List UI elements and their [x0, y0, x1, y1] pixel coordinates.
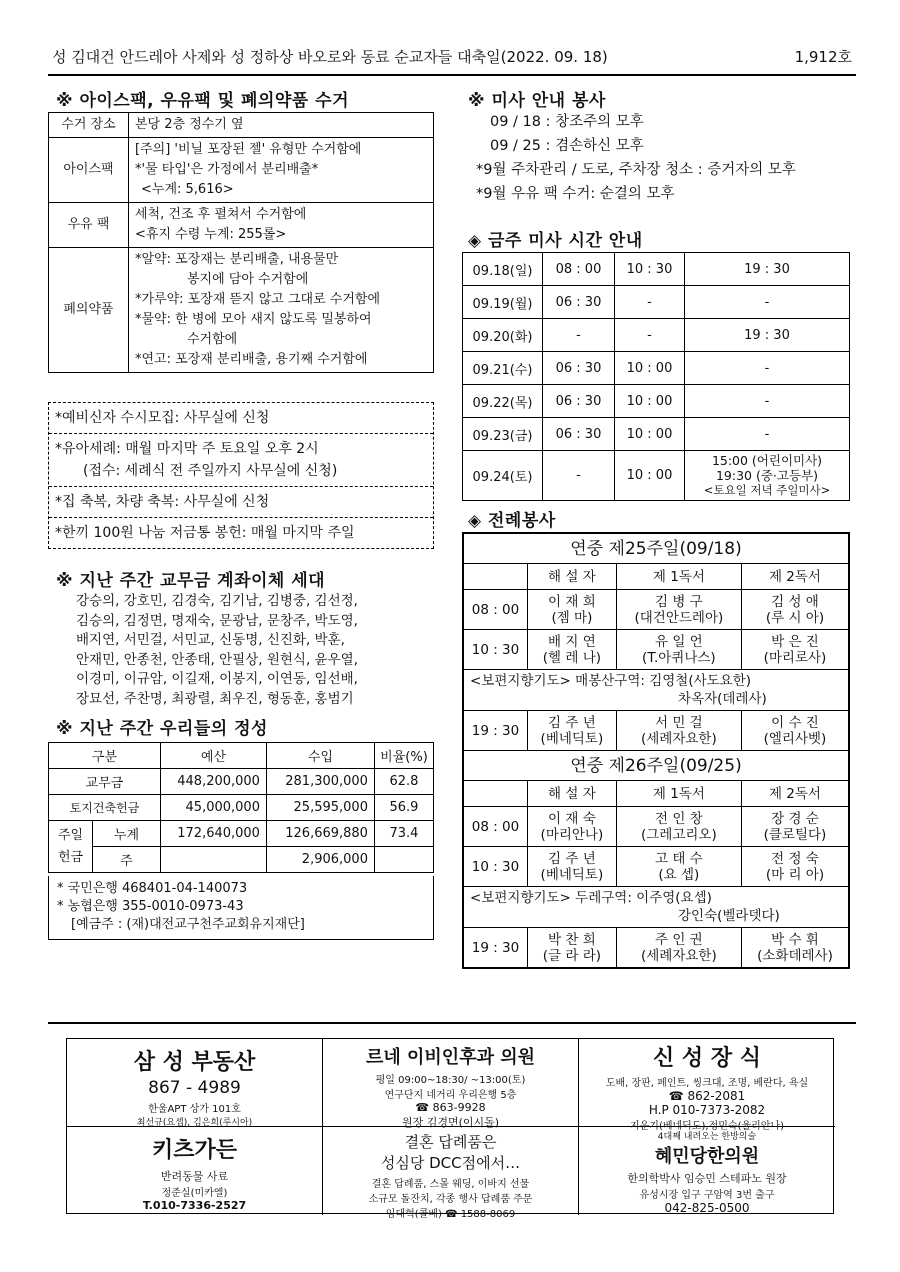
mass-times-heading: ◈ 금주 미사 시간 안내 [468, 231, 643, 251]
name-line: 김승의, 김정면, 명재숙, 문광남, 문창주, 박도영, [76, 612, 358, 629]
row-label: 교무금 [49, 769, 161, 795]
time-cell: - [615, 319, 685, 352]
name-line: 안재민, 안종천, 안종태, 안필상, 원현식, 윤우열, [76, 651, 358, 668]
table-row [463, 253, 850, 286]
column-header: 제 1독서 [616, 781, 741, 807]
notice-item [49, 403, 433, 434]
minister-name: 고 태 수 [655, 850, 703, 867]
offering-table [48, 742, 434, 873]
ads-section [66, 1038, 834, 1220]
date-cell: 09.19(월) [463, 286, 543, 319]
date-cell: 09.20(화) [463, 319, 543, 352]
row-content [129, 203, 434, 248]
time-cell: 08 : 00 [464, 590, 528, 630]
ad-line: 소규모 돌잔치, 각종 행사 답례품 주문 [368, 1194, 533, 1205]
offering-heading: ※ 지난 주간 우리들의 정성 [56, 719, 268, 739]
time-cell: - [685, 286, 850, 319]
time-cell: 19 : 30 [685, 319, 850, 352]
recycle-table [48, 112, 434, 373]
table-row [464, 928, 849, 968]
label-line: 헌금 [57, 849, 84, 865]
time-cell: 10 : 00 [615, 352, 685, 385]
income-cell: 2,906,000 [266, 847, 374, 873]
ad-line: 정준실(미카엘) [161, 1188, 228, 1199]
time-cell: - [543, 319, 615, 352]
row-line: *알약: 포장재는 분리배출, 내용물만 [135, 252, 339, 267]
table-row [464, 711, 849, 751]
minister-cell [528, 847, 617, 887]
time-cell: 10 : 00 [615, 418, 685, 451]
minister-cell [528, 928, 617, 968]
row-label: 우유 팩 [49, 203, 129, 248]
ad-line: 한울APT 상가 101호 [148, 1104, 241, 1115]
notice-line: *예비신자 수시모집: 사무실에 신청 [55, 410, 270, 426]
row-label: 폐의약품 [49, 248, 129, 373]
ad-real-estate [67, 1039, 323, 1127]
table-row [49, 847, 434, 873]
ad-line: 연구단지 네거리 우리은행 5층 [384, 1090, 517, 1101]
minister-name: 장 경 순 [771, 810, 819, 827]
minister-cell [528, 590, 617, 630]
liturgy-table [462, 532, 850, 969]
notice-item [49, 434, 433, 487]
transfer-name-list [76, 592, 436, 709]
note-line: <토요일 저녁 주일미사> [703, 483, 831, 497]
minister-baptismal: (T.아퀴나스) [642, 649, 716, 666]
service-line: 09 / 18 : 창조주의 모후 [490, 114, 644, 130]
minister-baptismal: (마리안나) [540, 826, 604, 843]
ad-line: ☎ 863-9928 [415, 1101, 486, 1114]
income-cell: 25,595,000 [266, 795, 374, 821]
table-row [463, 385, 850, 418]
table-row [464, 847, 849, 887]
notice-line: *집 축복, 차량 축복: 사무실에 신청 [55, 494, 270, 510]
ad-line: 임대혁(콜베) ☎ 1588-8069 [385, 1209, 516, 1220]
minister-baptismal: (클로틸다) [763, 826, 827, 843]
minister-cell [616, 928, 741, 968]
table-row [49, 113, 434, 138]
mass-service-list [476, 110, 796, 206]
table-row [49, 203, 434, 248]
date-cell: 09.23(금) [463, 418, 543, 451]
minister-name: 주 인 권 [655, 931, 703, 948]
time-cell: 10 : 00 [615, 451, 685, 501]
date-cell: 09.21(수) [463, 352, 543, 385]
ad-interior [579, 1039, 835, 1132]
issue-number: 1,912호 [794, 48, 852, 66]
ad-ent-clinic [323, 1039, 579, 1127]
row-line: [주의] '비닐 포장된 젤' 유형만 수거함에 [135, 142, 362, 157]
row-label: 아이스팩 [49, 138, 129, 203]
minister-cell [741, 590, 848, 630]
minister-cell [616, 807, 741, 847]
ad-oriental-clinic [579, 1127, 835, 1215]
prayer-cell [464, 887, 849, 928]
notice-line: *한끼 100원 나눔 저금통 봉헌: 매월 마지막 주일 [55, 525, 355, 541]
minister-baptismal: (대건안드레아) [634, 609, 724, 626]
minister-name: 이 수 진 [771, 714, 819, 731]
notice-item [49, 518, 433, 548]
table-row [464, 630, 849, 670]
minister-baptismal: (루 시 아) [765, 609, 825, 626]
name-line: 이경미, 이규암, 이길재, 이봉지, 이연동, 임선배, [76, 671, 358, 687]
page-header [48, 40, 856, 76]
row-line: *'물 타입'은 가정에서 분리배출* [135, 162, 319, 177]
saturday-note [685, 451, 850, 501]
ad-title: 신 성 장 식 [653, 1046, 761, 1071]
account-line: * 농협은행 355-0010-0973-43 [57, 899, 244, 914]
minister-name: 전 인 창 [655, 810, 703, 827]
row-content [129, 113, 434, 138]
note-line: 15:00 (어린이미사) [711, 453, 823, 468]
minister-baptismal: (세례자요한) [641, 947, 717, 964]
mass-times-table [462, 252, 850, 501]
ratio-cell: 73.4 [374, 821, 433, 847]
sunday-offering-label [49, 821, 93, 873]
row-line: *가루약: 포장재 뜯지 않고 그대로 수거함에 [135, 292, 381, 307]
blank-header [464, 781, 528, 807]
time-cell: 06 : 30 [543, 286, 615, 319]
ad-line: 반려동물 사료 [160, 1170, 229, 1183]
ad-title: 르네 이비인후과 의원 [365, 1047, 536, 1068]
date-cell: 09.22(목) [463, 385, 543, 418]
budget-cell: 172,640,000 [160, 821, 266, 847]
ad-line: 최선규(요셉), 김은희(루시아) [136, 1118, 253, 1128]
income-cell: 126,669,880 [266, 821, 374, 847]
row-line: <누계: 5,616> [141, 182, 234, 197]
time-cell: - [685, 385, 850, 418]
minister-cell [741, 630, 848, 670]
column-header: 제 1독서 [616, 564, 741, 590]
table-row [464, 887, 849, 928]
table-row [49, 795, 434, 821]
column-header: 수입 [266, 743, 374, 769]
service-line: *9월 우유 팩 수거: 순결의 모후 [476, 186, 675, 202]
ratio-cell [374, 847, 433, 873]
notice-box [48, 402, 434, 549]
notice-item [49, 487, 433, 518]
ad-line: 4대째 내려오는 한방의술 [657, 1132, 757, 1142]
table-header-row [464, 781, 849, 807]
time-cell: - [543, 451, 615, 501]
ad-line: 도배, 장판, 페인트, 씽크대, 조명, 베란다, 욕실 [605, 1078, 809, 1089]
mass-service-heading: ※ 미사 안내 봉사 [468, 91, 606, 111]
name-line: 장묘선, 주찬명, 최광렬, 최우진, 형동훈, 홍범기 [76, 690, 354, 707]
minister-baptismal: (마리로사) [763, 649, 827, 666]
row-line: <휴지 수령 누계: 255롤> [135, 227, 287, 242]
time-cell: 10 : 30 [464, 847, 528, 887]
ad-pet-shop [67, 1127, 323, 1215]
name-line: 배지연, 서민걸, 서민교, 신동명, 신진화, 박훈, [76, 632, 345, 648]
ads-divider [48, 1022, 856, 1024]
ad-line: 원장 김경면(이시돌) [401, 1116, 500, 1129]
table-header-row [49, 743, 434, 769]
minister-cell [616, 590, 741, 630]
budget-cell: 45,000,000 [160, 795, 266, 821]
label-line: 주일 [57, 827, 84, 843]
ad-line: 평일 09:00~18:30/ ~13:00(토) [375, 1075, 526, 1086]
ad-line: 유성시장 입구 구암역 3번 출구 [639, 1190, 775, 1201]
minister-name: 이 재 희 [548, 593, 596, 610]
row-line: 본당 2층 정수기 옆 [135, 117, 244, 132]
table-row [463, 319, 850, 352]
column-header: 예산 [160, 743, 266, 769]
ad-title: 결혼 답례품은 [404, 1133, 497, 1151]
date-cell: 09.24(토) [463, 451, 543, 501]
table-header-row [464, 564, 849, 590]
ad-title: 삼 성 부동산 [133, 1050, 256, 1075]
minister-name: 서 민 걸 [655, 714, 703, 731]
minister-name: 김 병 구 [655, 593, 703, 610]
prayer-cell [464, 670, 849, 711]
ratio-cell: 62.8 [374, 769, 433, 795]
minister-baptismal: (마 리 아) [765, 866, 825, 883]
column-header: 비율(%) [374, 743, 433, 769]
time-cell: 10 : 30 [464, 630, 528, 670]
time-cell: 10 : 30 [615, 253, 685, 286]
minister-name: 김 주 년 [548, 714, 596, 731]
ad-line: 지운기(베네딕도),정민숙(율리안나) [629, 1121, 785, 1132]
row-line: 봉지에 담아 수거함에 [187, 272, 309, 287]
minister-name: 배 지 연 [548, 633, 596, 650]
minister-name: 박 찬 희 [548, 931, 596, 948]
ad-bakery [323, 1127, 579, 1220]
week-title: 연중 제25주일(09/18) [464, 534, 849, 564]
notice-line: *유아세례: 매월 마지막 주 토요일 오후 2시 [55, 441, 319, 457]
row-line: 세척, 건조 후 펼쳐서 수거함에 [135, 207, 307, 222]
table-row [464, 670, 849, 711]
time-cell: 08 : 00 [543, 253, 615, 286]
column-header: 구분 [49, 743, 161, 769]
ratio-cell: 56.9 [374, 795, 433, 821]
time-cell: 19 : 30 [464, 928, 528, 968]
table-row [464, 807, 849, 847]
table-row [463, 451, 850, 501]
minister-baptismal: (엘리사벳) [763, 730, 827, 747]
minister-baptismal: (베네딕토) [540, 866, 604, 883]
minister-baptismal: (소화데레사) [757, 947, 833, 964]
budget-cell: 448,200,000 [160, 769, 266, 795]
minister-cell [528, 807, 617, 847]
table-row [463, 286, 850, 319]
time-cell: 19 : 30 [464, 711, 528, 751]
ad-phone: 867 - 4989 [148, 1078, 241, 1098]
bank-accounts [48, 876, 434, 940]
time-cell: 19 : 30 [685, 253, 850, 286]
ad-title: 혜민당한의원 [654, 1146, 760, 1167]
minister-baptismal: (젬 마) [551, 609, 593, 626]
account-line: [예금주 : (재)대전교구천주교회유지재단] [71, 917, 305, 932]
row-content [129, 248, 434, 373]
service-line: 09 / 25 : 겸손하신 모후 [490, 138, 644, 154]
minister-baptismal: (헬 레 나) [542, 649, 602, 666]
minister-name: 유 일 언 [655, 633, 703, 650]
minister-cell [616, 630, 741, 670]
minister-cell [616, 847, 741, 887]
table-row [463, 418, 850, 451]
row-label: 누계 [93, 821, 161, 847]
minister-name: 박 은 진 [771, 633, 819, 650]
table-row [464, 590, 849, 630]
minister-name: 이 재 숙 [548, 810, 596, 827]
ad-subtitle: 성심당 DCC점에서… [380, 1154, 521, 1172]
notice-line: (접수: 세례식 전 주일까지 사무실에 신청) [83, 463, 338, 479]
ad-line: 결혼 답례품, 스몰 웨딩, 이바지 선물 [371, 1179, 530, 1190]
time-cell: 06 : 30 [543, 352, 615, 385]
prayer-line: 차옥자(데레사) [678, 691, 767, 707]
transfer-heading: ※ 지난 주간 교무금 계좌이체 세대 [56, 571, 326, 591]
table-row [49, 769, 434, 795]
bulletin-title: 성 김대건 안드레아 사제와 성 정하상 바오로와 동료 순교자들 대축일(2022. 09. 18) [52, 48, 608, 66]
row-line: 수거함에 [187, 332, 238, 347]
time-cell: - [685, 352, 850, 385]
minister-name: 김 성 애 [771, 593, 819, 610]
name-line: 강승의, 강호민, 김경숙, 김기남, 김병중, 김선정, [76, 593, 358, 609]
minister-name: 전 정 숙 [771, 850, 819, 867]
row-label: 주 [93, 847, 161, 873]
ad-line: H.P 010-7373-2082 [648, 1103, 766, 1117]
minister-cell [741, 807, 848, 847]
row-label: 토지건축헌금 [49, 795, 161, 821]
ad-line: 한의학박사 임승민 스테파노 원장 [627, 1172, 787, 1185]
column-header: 해 설 자 [528, 781, 617, 807]
time-cell: 06 : 30 [543, 418, 615, 451]
table-row [49, 138, 434, 203]
blank-header [464, 564, 528, 590]
time-cell: 10 : 00 [615, 385, 685, 418]
ad-title: 키츠가든 [151, 1138, 237, 1163]
minister-cell [741, 928, 848, 968]
minister-baptismal: (베네딕토) [540, 730, 604, 747]
date-cell: 09.18(일) [463, 253, 543, 286]
minister-baptismal: (세례자요한) [641, 730, 717, 747]
minister-cell [528, 711, 617, 751]
liturgy-heading: ◈ 전례봉사 [468, 511, 556, 531]
minister-cell [741, 847, 848, 887]
time-cell: 06 : 30 [543, 385, 615, 418]
column-header: 해 설 자 [528, 564, 617, 590]
prayer-line: <보편지향기도> 매봉산구역: 김영철(사도요한) [470, 673, 752, 689]
minister-cell [528, 630, 617, 670]
ad-line: T.010-7336-2527 [142, 1199, 247, 1212]
time-cell: - [685, 418, 850, 451]
row-content [129, 138, 434, 203]
table-row [463, 352, 850, 385]
recycle-heading: ※ 아이스팩, 우유팩 및 폐의약품 수거 [56, 91, 349, 111]
week-title: 연중 제26주일(09/25) [464, 751, 849, 781]
account-line: * 국민은행 468401-04-140073 [57, 881, 248, 896]
note-line: 19:30 (중·고등부) [715, 468, 819, 483]
minister-cell [616, 711, 741, 751]
time-cell: 08 : 00 [464, 807, 528, 847]
column-header: 제 2독서 [741, 781, 848, 807]
service-line: *9월 주차관리 / 도로, 주차장 청소 : 증거자의 모후 [476, 162, 796, 178]
budget-cell [160, 847, 266, 873]
income-cell: 281,300,000 [266, 769, 374, 795]
ad-line: ☎ 862-2081 [668, 1089, 746, 1103]
minister-baptismal: (요 셉) [658, 866, 700, 883]
ad-line: 042-825-0500 [664, 1201, 750, 1215]
column-header: 제 2독서 [741, 564, 848, 590]
table-row [49, 821, 434, 847]
prayer-line: 강인숙(벨라뎃다) [678, 908, 780, 924]
table-row [49, 248, 434, 373]
minister-name: 김 주 년 [548, 850, 596, 867]
row-line: *연고: 포장재 분리배출, 용기째 수거함에 [135, 352, 368, 367]
minister-name: 박 수 휘 [771, 931, 819, 948]
minister-cell [741, 711, 848, 751]
prayer-line: <보편지향기도> 두레구역: 이주영(요셉) [470, 890, 712, 906]
minister-baptismal: (글 라 라) [542, 947, 602, 964]
row-line: *물약: 한 병에 모아 새지 않도록 밀봉하여 [135, 312, 372, 327]
minister-baptismal: (그레고리오) [641, 826, 717, 843]
time-cell: - [615, 286, 685, 319]
row-label: 수거 장소 [49, 113, 129, 138]
